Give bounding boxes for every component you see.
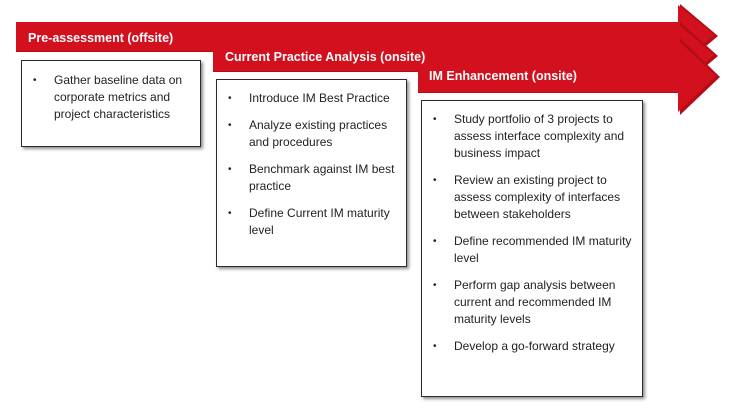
- phase-1-list: [22, 72, 200, 123]
- phase-3-list: [422, 111, 642, 355]
- phase-1-title: Pre-assessment (offsite): [28, 31, 174, 45]
- phase-2-title: Current Practice Analysis (onsite): [225, 50, 426, 64]
- phase-2-box: [216, 79, 407, 267]
- list-item: • Introduce IM Best Practice: [228, 91, 390, 105]
- bullet-icon: •: [433, 236, 437, 247]
- bullet-icon: •: [228, 93, 232, 104]
- phase-3-box: [421, 100, 643, 397]
- list-item: • Define recommended IM maturity level: [433, 234, 632, 265]
- list-item: • Define Current IM maturity level: [228, 206, 390, 237]
- phase-1-box: [21, 60, 201, 147]
- list-item: • Develop a go-forward strategy: [433, 339, 615, 353]
- bullet-icon: •: [433, 280, 437, 291]
- phase-2-list: [217, 90, 406, 239]
- bullet-icon: •: [433, 341, 437, 352]
- phase-3-title: IM Enhancement (onsite): [429, 69, 577, 83]
- bullet-icon: •: [228, 208, 232, 219]
- list-item: • Analyze existing practices and procedures: [228, 118, 388, 149]
- list-item: • Study portfolio of 3 projects to assess interface complexity and business impact: [433, 112, 625, 160]
- list-item: • Gather baseline data on corporate metrics and project characteristics: [33, 73, 183, 121]
- bullet-icon: •: [33, 75, 37, 86]
- bullet-icon: •: [228, 164, 232, 175]
- bullet-icon: •: [433, 114, 437, 125]
- list-item: • Benchmark against IM best practice: [228, 162, 395, 193]
- list-item: • Perform gap analysis between current and recommended IM maturity levels: [433, 278, 616, 326]
- bullet-icon: •: [433, 175, 437, 186]
- bullet-icon: •: [228, 120, 232, 131]
- list-item: • Review an existing project to assess complexity of interfaces between stakeholders: [433, 173, 621, 221]
